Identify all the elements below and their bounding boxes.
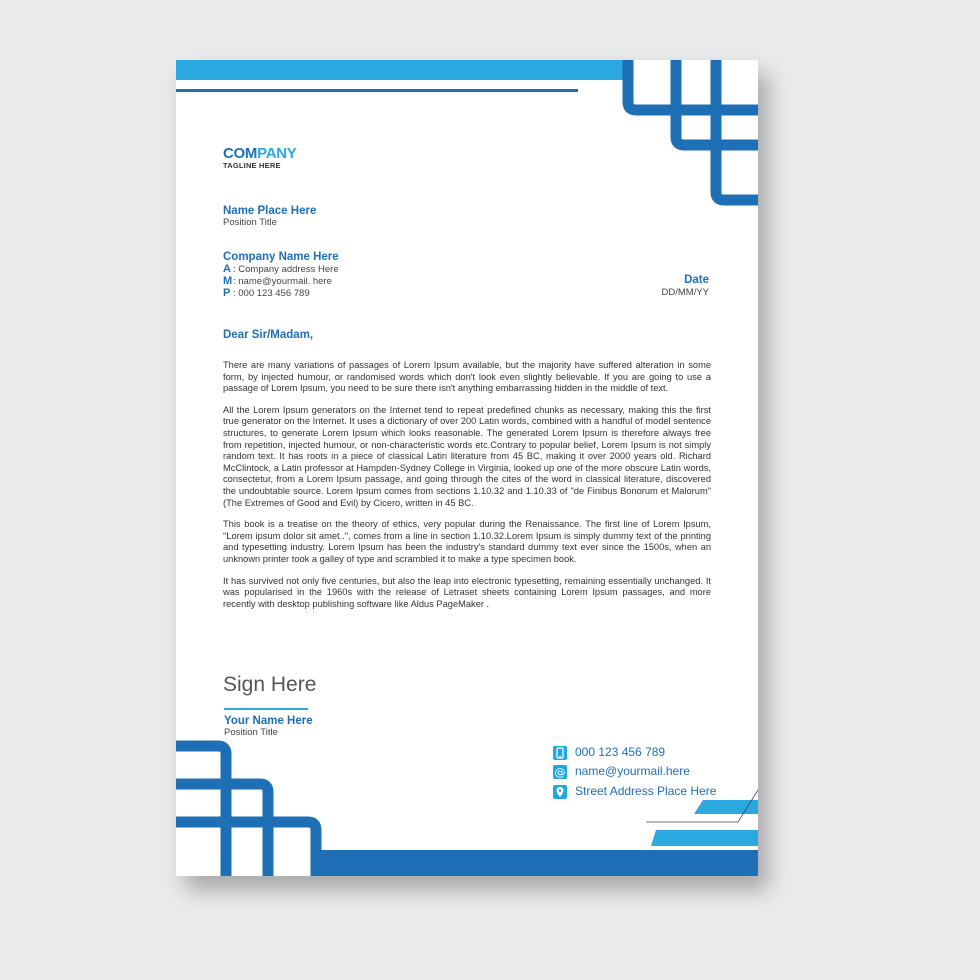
signatory-position: Position Title: [224, 727, 278, 738]
letter-body: [223, 360, 711, 620]
bottom-accent-bar: [651, 830, 758, 846]
top-accent-bar: [176, 60, 628, 80]
footer-email-text: name@yourmail.here: [575, 764, 690, 778]
paragraph: There are many variations of passages of Lorem Ipsum available, but the majority have suffered alteration in some form, by injected humour, or randomised words which don't look even slightly believable. If you are going to use a passage of Lorem Ipsum, you need to be sure there isn't anything embarrassing hidden in the middle of text.: [223, 360, 711, 394]
bottom-left-grid: [176, 746, 316, 876]
footer-email: [553, 763, 690, 779]
phone-icon: [553, 746, 567, 760]
svg-text:@: @: [554, 765, 566, 779]
location-pin-icon: [553, 785, 567, 799]
signatory-name: Your Name Here: [224, 715, 313, 727]
footer-address-text: Street Address Place Here: [575, 784, 717, 798]
logo-tagline: TAGLINE HERE: [223, 161, 281, 170]
mail-key: M: [223, 275, 233, 287]
phone-key: P: [223, 287, 231, 299]
signature-line: [224, 708, 308, 710]
sender-name: Name Place Here: [223, 205, 317, 217]
footer-address: [553, 783, 716, 799]
company-logo: [223, 145, 296, 162]
logo-text-part2: PANY: [257, 145, 297, 162]
date-label: Date: [684, 274, 709, 286]
paragraph: It has survived not only five centuries, but also the leap into electronic typesetting, remaining essentially unchanged. It was popularised in the 1960s with the release of Letraset sheets containing Lorem Ipsum passages, and more recently with desktop publishing software like Aldus PageMaker .: [223, 575, 711, 609]
top-thin-line: [176, 89, 578, 92]
paragraph: This book is a treatise on the theory of ethics, very popular during the Renaissance. The first line of Lorem Ipsum, "Lorem ipsum dolor sit amet..", comes from a line in section 1.10.32.Lorem Ipsum is simply dummy text of the printing and typesetting industry. Lorem Ipsum has been the industry's standard dummy text ever since the 1500s, when an unknown printer took a galley of type and scrambled it to make a type specimen book.: [223, 519, 711, 564]
company-address: : Company address Here: [233, 264, 339, 275]
sender-position: Position Title: [223, 217, 277, 228]
email-icon: [553, 765, 567, 779]
top-right-grid: [628, 60, 758, 200]
paragraph: All the Lorem Ipsum generators on the Internet tend to repeat predefined chunks as necessary, making this the first true generator on the Internet. It uses a dictionary of over 200 Latin words, combined with a handful of model sentence structures, to generate Lorem Ipsum which looks reasonable. The generated Lorem Ipsum is therefore always free from repetition, injected humour, or non-characteristic words etc.Contrary to popular belief, Lorem Ipsum is not simply random text. It has roots in a piece of classical Latin literature from 45 BC, making it over 2000 years old. Richard McClintock, a Latin professor at Hampden-Sydney College in Virginia, looked up one of the more obscure Latin words, consectetur, from a Lorem Ipsum passage, and going through the cites of the word in classical literature, discovered the undoubtable source. Lorem Ipsum comes from sections 1.10.32 and 1.10.33 of "de Finibus Bonorum et Malorum" (The Extremes of Good and Evil) by Cicero, written in 45 BC.: [223, 404, 711, 508]
salutation: Dear Sir/Madam,: [223, 329, 314, 341]
address-key: A: [223, 263, 231, 275]
company-name: Company Name Here: [223, 251, 339, 263]
signature-label: Sign Here: [223, 673, 317, 696]
date-value: DD/MM/YY: [661, 287, 709, 298]
company-mail: : name@yourmail. here: [233, 276, 332, 287]
letterhead-page: [176, 60, 758, 876]
company-phone: : 000 123 456 789: [233, 288, 310, 299]
company-phone-row: [223, 287, 310, 300]
footer-phone: [553, 744, 665, 760]
footer-phone-text: 000 123 456 789: [575, 745, 666, 759]
logo-text-part1: COM: [223, 145, 258, 162]
